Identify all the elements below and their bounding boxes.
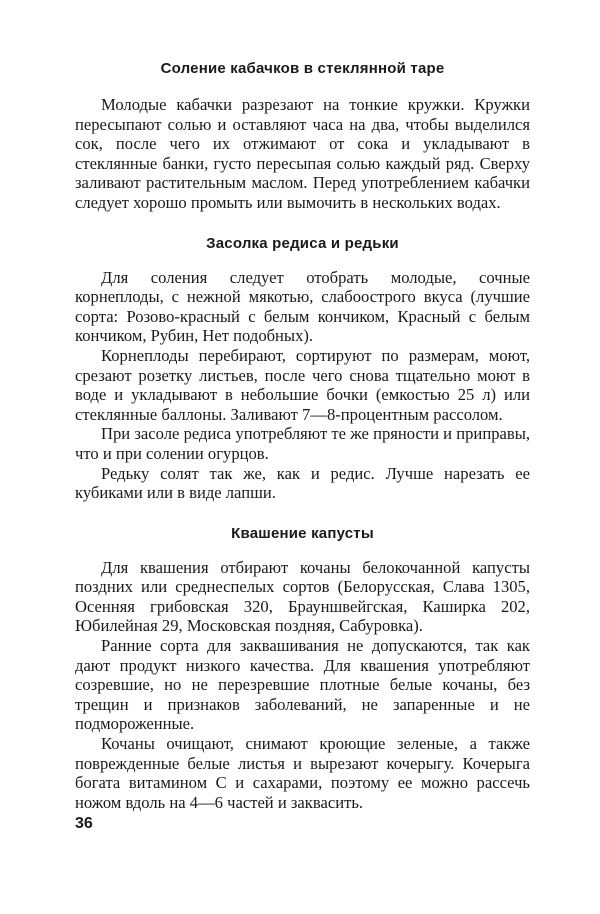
section-heading-cabbage: Квашение капусты <box>231 524 374 542</box>
paragraph: Для соления следует отобрать молодые, сочные корнеплоды, с нежной мякотью, слабоострого вкуса (лучшие сорта: Розово-красный с белым кончиком, Красный с белым кончиком, Рубин, Нет подобных). <box>75 267 530 346</box>
page-body <box>75 60 530 812</box>
paragraph: Редьку солят так же, как и редис. Лучше нарезать ее кубиками или в виде лапши. <box>75 463 530 503</box>
section-heading-zucchini: Соление кабачков в стеклянной таре <box>160 60 445 77</box>
paragraph: Для квашения отбирают кочаны белокочанной капусты поздних или среднеспелых сортов (Белорусская, Слава 1305, Осенняя грибовская 320, Брауншвейгская, Каширка 202, Юбилейная 29, Московская поздняя, Сабуровка). <box>75 557 530 636</box>
page-number: 36 <box>75 815 93 832</box>
paragraph: Молодые кабачки разрезают на тонкие кружки. Кружки пересыпают солью и оставляют часа на два, чтобы выделился сок, после чего их отжимают от сока и укладывают в стеклянные банки, густо пересыпая солью каждый ряд. Сверху заливают растительным маслом. Перед употреблением кабачки следует хорошо промыть или вымочить в нескольких водах. <box>75 95 530 212</box>
paragraph: При засоле редиса употребляют те же пряности и приправы, что и при солении огурцов. <box>75 424 530 463</box>
paragraph: Ранние сорта для заквашивания не допускаются, так как дают продукт низкого качества. Для квашения употребляют созревшие, но не перезревшие плотные белые кочаны, без трещин и признаков заболеваний, не запаренные и не подмороженные. <box>75 636 530 734</box>
section-heading-radish: Засолка редиса и редьки <box>206 234 399 252</box>
paragraph: Корнеплоды перебирают, сортируют по размерам, моют, срезают розетку листьев, после чего снова тщательно моют в воде и укладывают в небольшие бочки (емкостью 25 л) или стеклянные баллоны. Заливают 7—8-процентным рассолом. <box>75 345 530 424</box>
paragraph: Кочаны очищают, снимают кроющие зеленые, а также поврежденные белые листья и вырезают кочерыгу. Кочерыга богата витамином С и сахарами, поэтому ее можно рассечь ножом вдоль на 4—6 частей и заквасить. <box>75 734 530 812</box>
